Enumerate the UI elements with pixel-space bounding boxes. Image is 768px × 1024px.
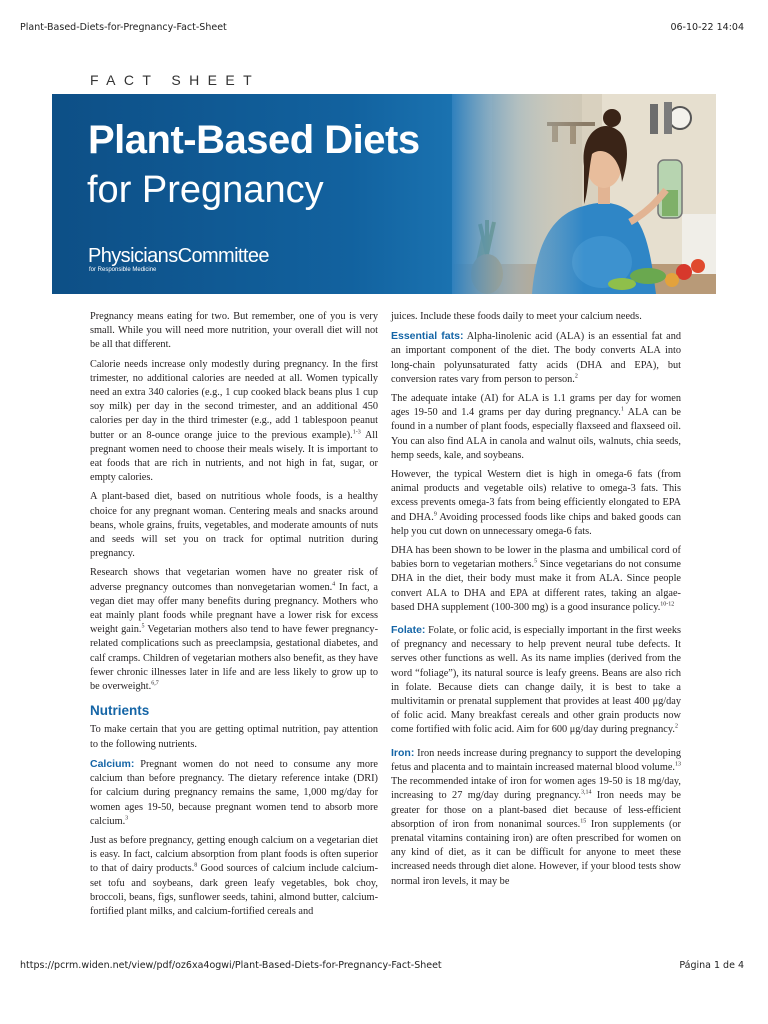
banner-title-line1: Plant-Based Diets xyxy=(88,118,420,162)
brand-name: PhysiciansCommittee xyxy=(88,245,269,267)
print-footer xyxy=(20,960,744,974)
folate-lead: Folate: xyxy=(391,624,426,637)
paragraph: Research shows that vegetarian women have no greater risk of adverse pregnancy outcomes than nonvegetarian women.$^4$ In fact, a vegan diet may offer many benefits during pregnancy. Mothers who eat mainly plant foods while pregnant have a lower risk for excess weight gain.$^5$ Vegetarian mothers also tend to have fewer pregnancy-related complications such as preeclampsia, gestational diabetes, and calf cramps. Children of vegetarian mothers also benefit, as they have fewer chronic illnesses later in life and are less likely to grow up to be overweight.$^{6,7}$ xyxy=(90,567,378,693)
print-header-datetime: 06-10-22 14:04 xyxy=(670,22,744,33)
pregnant-woman-kitchen-photo xyxy=(452,94,716,294)
print-header-title: Plant-Based-Diets-for-Pregnancy-Fact-Sheet xyxy=(20,22,227,33)
paragraph: However, the typical Western diet is high in omega-6 fats (from animal products and vegetable oils) relative to omega-3 fats. This excess prevents omega-3 fats from being efficiently elongated to EPA and DHA.$^9$ Avoiding processed foods like chips and baked goods can help you cut down on unnecessary omega-6 fats. xyxy=(391,469,682,537)
paragraph: The adequate intake (AI) for ALA is 1.1 grams per day for women ages 19-50 and 1.4 grams per day during pregnancy.$^1$ ALA can be found in a number of plant foods, especially flaxseed and flaxseed oil. You can also find ALA in canola and walnut oils, walnuts, chia seeds, hemp seeds, kale, and soybeans. xyxy=(391,393,681,461)
calcium-lead: Calcium: xyxy=(90,757,135,770)
iron-paragraph: Iron: Iron needs increase during pregnancy to support the developing fetus and placenta and to maintain increased maternal blood volume.$^{13}$ The recommended intake of iron for women ages 19-50 is 18 mg/day, increasing to 27 mg/day during pregnancy.$^{3,14}$ Iron needs may be greater for those on a plant-based diet because of less-efficient absorption of iron from nonanimal sources.$^{15}$ Iron supplements (or prenatal vitamins containing iron) are often prescribed for women on any kind of diet, as it can be difficult for anyone to meet these increased needs through diet alone. However, if your blood tests show normal iron levels, it may be xyxy=(391,746,681,887)
essential-fats-lead: Essential fats: xyxy=(391,330,464,343)
iron-lead: Iron: xyxy=(391,746,415,759)
print-footer-page-number: Página 1 de 4 xyxy=(679,960,744,971)
calcium-paragraph: Calcium: Pregnant women do not need to consume any more calcium than before pregnancy. The dietary reference intake (DRI) for calcium during pregnancy remains the same, 1,000 mg/day for women ages 19-50, because pregnant women tend to absorb more calcium.$^3$ xyxy=(90,757,378,827)
paragraph: DHA has been shown to be lower in the plasma and umbilical cord of babies born to vegetarian mothers.$^5$ Since vegetarians do not consume DHA in the diet, their body must make it from ALA. Since people convert ALA to DHA and EPA at different rates, taking an algae-based DHA supplement (100-300 mg) is a good insurance policy.$^{10-12}$ xyxy=(391,545,681,613)
nutrients-heading: Nutrients xyxy=(90,703,150,719)
fact-sheet-kicker: FACT SHEET xyxy=(90,72,261,88)
print-header xyxy=(20,22,744,36)
pcrm-logo xyxy=(88,246,269,274)
print-footer-url: https://pcrm.widen.net/view/pdf/oz6xa4ogwi/Plant-Based-Diets-for-Pregnancy-Fact-Sheet xyxy=(20,960,442,971)
brand-tagline: for Responsible Medicine xyxy=(89,267,157,273)
paragraph: To make certain that you are getting optimal nutrition, pay attention to the following nutrients. xyxy=(90,724,378,750)
title-banner xyxy=(52,94,716,294)
paragraph: Pregnancy means eating for two. But remember, one of you is very small. While you will need more nutrition, your overall diet will not be all that different. xyxy=(90,311,378,351)
banner-title-line2: for Pregnancy xyxy=(87,169,324,211)
paragraph: Calorie needs increase only modestly during pregnancy. In the first trimester, no additional calories are needed at all. Women typically need an extra 340 calories (e.g., 1 cup cooked black beans plus 1 cup soy milk) per day in the second trimester, and an additional 450 calories per day in the third trimester (e.g., add 1 tablespoon peanut butter or an 8-ounce orange juice to the previous example).$^{1-3}$ All pregnant women need to choose their meals wisely. It is important to eat foods that are rich in nutrients, and not high in fat, sugar, or empty calories. xyxy=(90,358,378,484)
essential-fats-paragraph: Essential fats: Alpha-linolenic acid (ALA) is an essential fat and an important component of the diet. The body converts ALA into long-chain polyunsaturated fatty acids (DHA and EPA), but conversion rates vary from person to person.$^2$ xyxy=(391,330,681,385)
paragraph: Just as before pregnancy, getting enough calcium on a vegetarian diet is easy. In fact, calcium absorption from plant foods is often superior to that of dairy products.$^8$ Good sources of calcium include calcium-set tofu and soybeans, dark green leafy vegetables, bok choy, broccoli, beans, figs, sunflower seeds, tahini, almond butter, calcium-fortified plant milks, and calcium-fortified cereals and xyxy=(90,834,378,917)
left-column xyxy=(90,310,378,924)
paragraph: juices. Include these foods daily to meet your calcium needs. xyxy=(391,311,642,322)
paragraph: A plant-based diet, based on nutritious whole foods, is a healthy choice for any pregnant woman. Centering meals and snacks around beans, whole grains, fruits, vegetables, and moderate amounts of nuts and seeds will set you on track for optimal nutrition during pregnancy. xyxy=(90,491,378,560)
right-column xyxy=(391,310,681,894)
folate-paragraph: Folate: Folate, or folic acid, is especially important in the first weeks of pregnancy and necessary to help prevent neural tube defects. It serves other functions as well. As its name implies (derived from the word “foliage”), its natural source is leafy greens. Beans are also rich in folate. Because diets can change daily, it is best to take a multivitamin or prenatal supplement that provides at least 400 μg/day of folic acid. Many breakfast cereals and other grain products now come fortified with folic acid. Aim for 600 μg/day during pregnancy.$^2$ xyxy=(391,624,681,736)
